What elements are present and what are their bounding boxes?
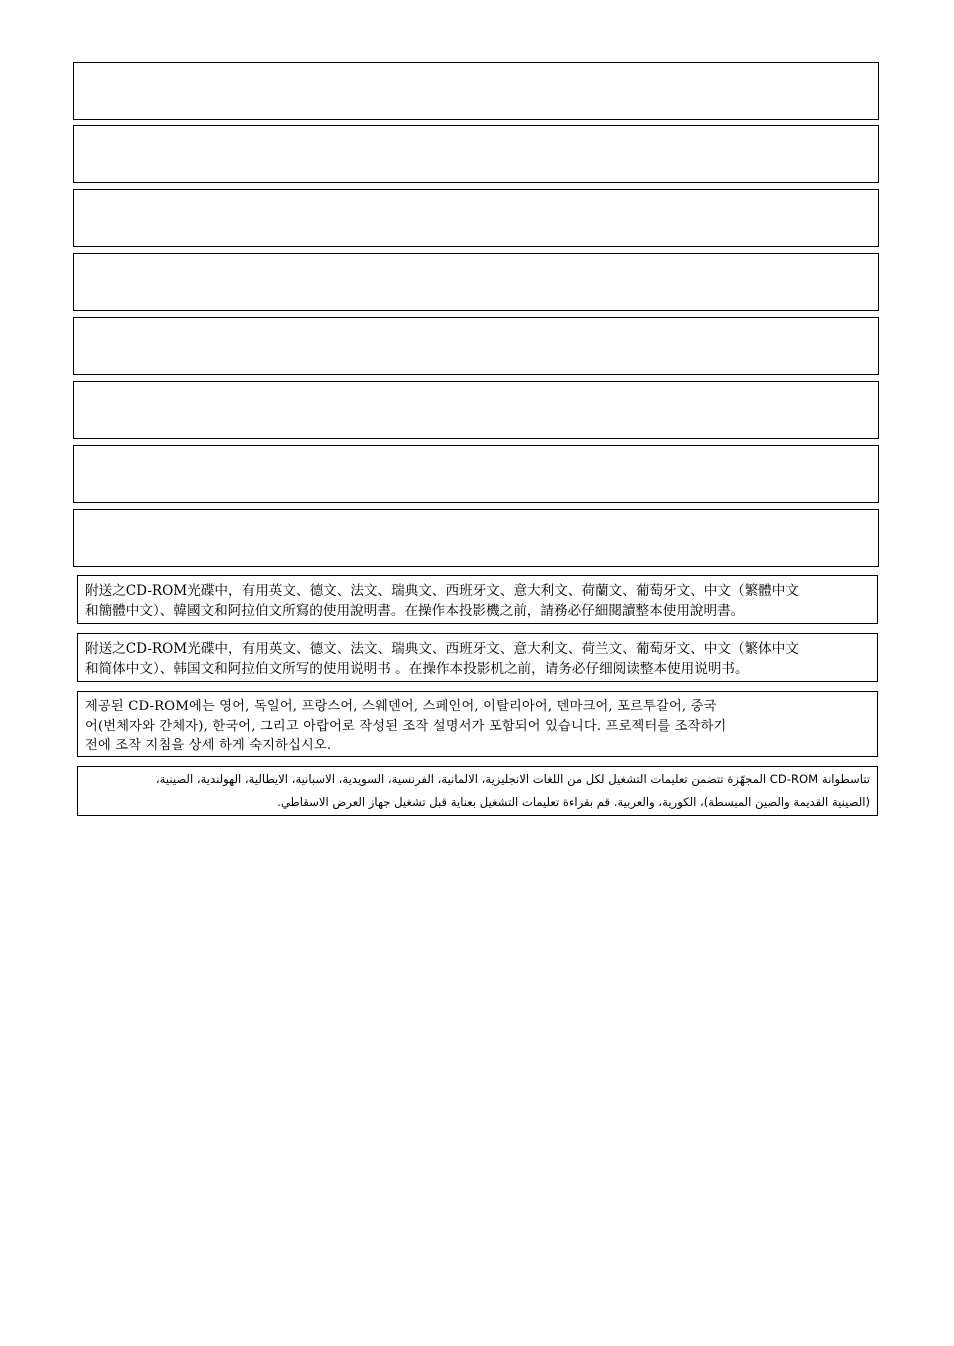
- empty-box-7: [73, 445, 879, 503]
- notice-line: 附送之CD-ROM光碟中，有用英文、德文、法文、瑞典文、西班牙文、意大利文、荷蘭文、葡萄牙文、中文（繁體中文: [85, 583, 799, 599]
- notice-korean: [77, 691, 878, 757]
- empty-box-8: [73, 509, 879, 567]
- notice-line: 어(번체자와 간체자), 한국어, 그리고 아랍어로 작성된 조작 설명서가 포함되어 있습니다. 프로젝터를 조작하기: [85, 718, 727, 734]
- notice-line: 和簡體中文）、韓國文和阿拉伯文所寫的使用說明書。在操作本投影機之前，請務必仔細閱讀整本使用說明書。: [85, 603, 745, 619]
- notice-line: (الصينية القديمة والصين المبسطة)، الكورية، والعربية. قم بقراءة تعليمات التشغيل بعناية قبل تشغيل جهاز العرض الاسقاطي.: [277, 795, 870, 809]
- notice-arabic: [77, 766, 878, 816]
- empty-box-1: [73, 62, 879, 120]
- notice-line: 제공된 CD-ROM에는 영어, 독일어, 프랑스어, 스웨덴어, 스페인어, 이탈리아어, 덴마크어, 포르투갈어, 중국: [85, 699, 717, 714]
- empty-box-2: [73, 125, 879, 183]
- empty-box-4: [73, 253, 879, 311]
- notice-traditional-chinese: [77, 575, 878, 624]
- notice-line: 전에 조작 지침을 상세 하게 숙지하십시오.: [85, 738, 332, 753]
- notice-line: تتاسطوانة CD-ROM المجهّزة تتضمن تعليمات التشغيل لكل من اللغات الانجليزية، الالمانية، الفرنسية، السويدية، الاسبانية، الايطالية، الهولندية، الصينية،: [155, 772, 870, 786]
- notice-line: 和简体中文）、韩国文和阿拉伯文所写的使用说明书 。在操作本投影机之前，请务必仔细阅读整本使用说明书。: [85, 661, 749, 677]
- notice-line: 附送之CD-ROM光碟中，有用英文、德文、法文、瑞典文、西班牙文、意大利文、荷兰文、葡萄牙文、中文（繁体中文: [85, 641, 799, 657]
- empty-box-6: [73, 381, 879, 439]
- empty-box-5: [73, 317, 879, 375]
- empty-box-3: [73, 189, 879, 247]
- notice-simplified-chinese: [77, 633, 878, 682]
